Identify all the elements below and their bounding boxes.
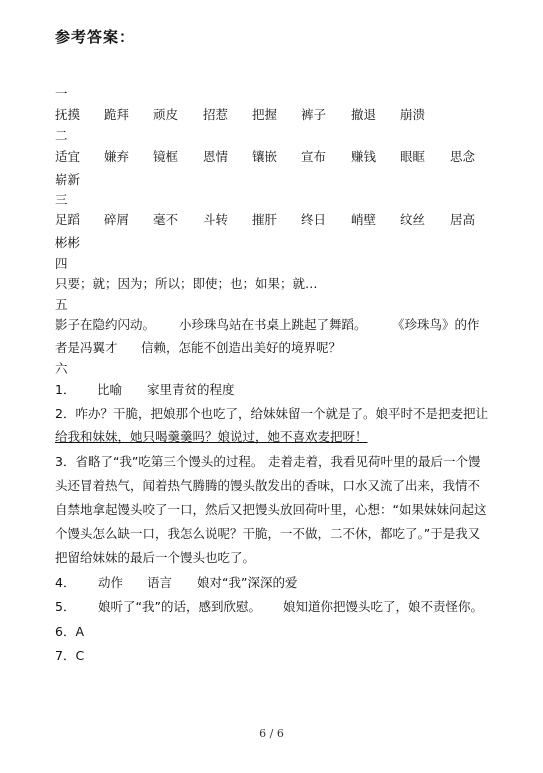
section-4-label: 四 xyxy=(55,256,68,271)
answer-text: 娘对“我”深深的爱 xyxy=(197,575,298,590)
answer-text: 语言 xyxy=(147,575,173,590)
section-4-text: 只要；就；因为；所以；即使；也；如果；就… xyxy=(55,276,318,291)
answer-text: 娘听了“我”的话，感到欣慰。 xyxy=(98,599,261,614)
answer-text: 影子在隐约闪动。 xyxy=(55,317,156,332)
q7-answer: 7．C xyxy=(55,648,85,663)
q3-line-2: 头还冒着热气，闻着热气腾腾的馒头散发出的香味，口水又流了出来，我情不 xyxy=(55,478,481,493)
word: 斗转 xyxy=(203,212,229,227)
word: 顽皮 xyxy=(153,107,179,122)
word: 招惹 xyxy=(203,107,229,122)
section-5-line-1 xyxy=(55,315,480,333)
answer-text: 动作 xyxy=(98,575,124,590)
word: 嫌弃 xyxy=(104,149,130,164)
q2-line-1: 2．咋办？干脆，把娘那个也吃了，给妹妹留一个就是了。娘平时不是把麦把让 xyxy=(55,406,488,421)
section-3-label: 三 xyxy=(55,192,68,207)
answer-text: 《珍珠鸟》的作 xyxy=(392,317,480,332)
word: 峭壁 xyxy=(351,212,377,227)
word: 适宜 xyxy=(55,149,81,164)
word: 纹丝 xyxy=(400,212,426,227)
word: 碎屑 xyxy=(104,212,130,227)
q3-line-3: 自禁地拿起馒头咬了一口，然后又把馒头放回荷叶里，心想：“如果妹妹问起这 xyxy=(55,502,487,517)
section-3-extra: 彬彬 xyxy=(55,235,81,250)
answer-text: 信赖，怎能不创造出美好的境界呢？ xyxy=(141,340,342,355)
word: 终日 xyxy=(301,212,327,227)
question-number: 5． xyxy=(55,599,76,614)
q3-line-1 xyxy=(55,452,481,470)
word: 足蹈 xyxy=(55,212,81,227)
section-2-label: 二 xyxy=(55,128,68,143)
page-title: 参考答案： xyxy=(55,28,136,46)
word: 撤退 xyxy=(351,107,377,122)
word: 毫不 xyxy=(153,212,179,227)
word: 眼眶 xyxy=(400,149,426,164)
word: 抚摸 xyxy=(55,107,81,122)
word: 居高 xyxy=(450,212,476,227)
word: 镜框 xyxy=(153,149,179,164)
q3-line-4: 个馒头怎么缺一口，我怎么说呢？干脆，一不做，二不休，都吃了。”于是我又 xyxy=(55,526,481,541)
word: 恩情 xyxy=(203,149,229,164)
answer-text: 者是冯翼才 xyxy=(55,340,118,355)
answer-text: 小珍珠鸟站在书桌上跳起了舞蹈。 xyxy=(179,317,367,332)
q4-answer xyxy=(55,573,298,591)
section-2-extra: 崭新 xyxy=(55,172,81,187)
word: 镶嵌 xyxy=(252,149,278,164)
q2-line-2: 给我和妹妹，她只喝羹羹吗？娘说过，她不喜欢麦把呀！ xyxy=(55,429,368,444)
answer-text: 比喻 xyxy=(97,382,123,397)
word: 跪拜 xyxy=(104,107,130,122)
answer-text: 3．省略了“我”吃第三个馒头的过程。 xyxy=(55,454,264,469)
word: 宣布 xyxy=(301,149,327,164)
question-number: 4． xyxy=(55,575,76,590)
q6-answer: 6．A xyxy=(55,624,85,639)
word: 裤子 xyxy=(301,107,327,122)
word: 摧肝 xyxy=(252,212,278,227)
section-6-label: 六 xyxy=(55,361,68,376)
q5-answer xyxy=(55,597,484,615)
word: 思念 xyxy=(450,149,476,164)
question-number: 1． xyxy=(55,382,76,397)
word: 把握 xyxy=(252,107,278,122)
word: 崩溃 xyxy=(400,107,426,122)
answer-text: 娘知道你把馒头吃了，娘不责怪你。 xyxy=(283,599,484,614)
answer-text: 家里青贫的程度 xyxy=(147,382,235,397)
page-number: 6 / 6 xyxy=(259,727,284,740)
section-1-label: 一 xyxy=(55,86,68,101)
word: 赚钱 xyxy=(351,149,377,164)
q3-line-5: 把留给妹妹的最后一个馒头也吃了。 xyxy=(55,550,256,565)
answer-text: 走着走着，我看见荷叶里的最后一个馒 xyxy=(268,454,481,469)
q1-answer xyxy=(55,380,235,398)
section-5-label: 五 xyxy=(55,297,68,312)
section-5-line-2 xyxy=(55,338,342,356)
